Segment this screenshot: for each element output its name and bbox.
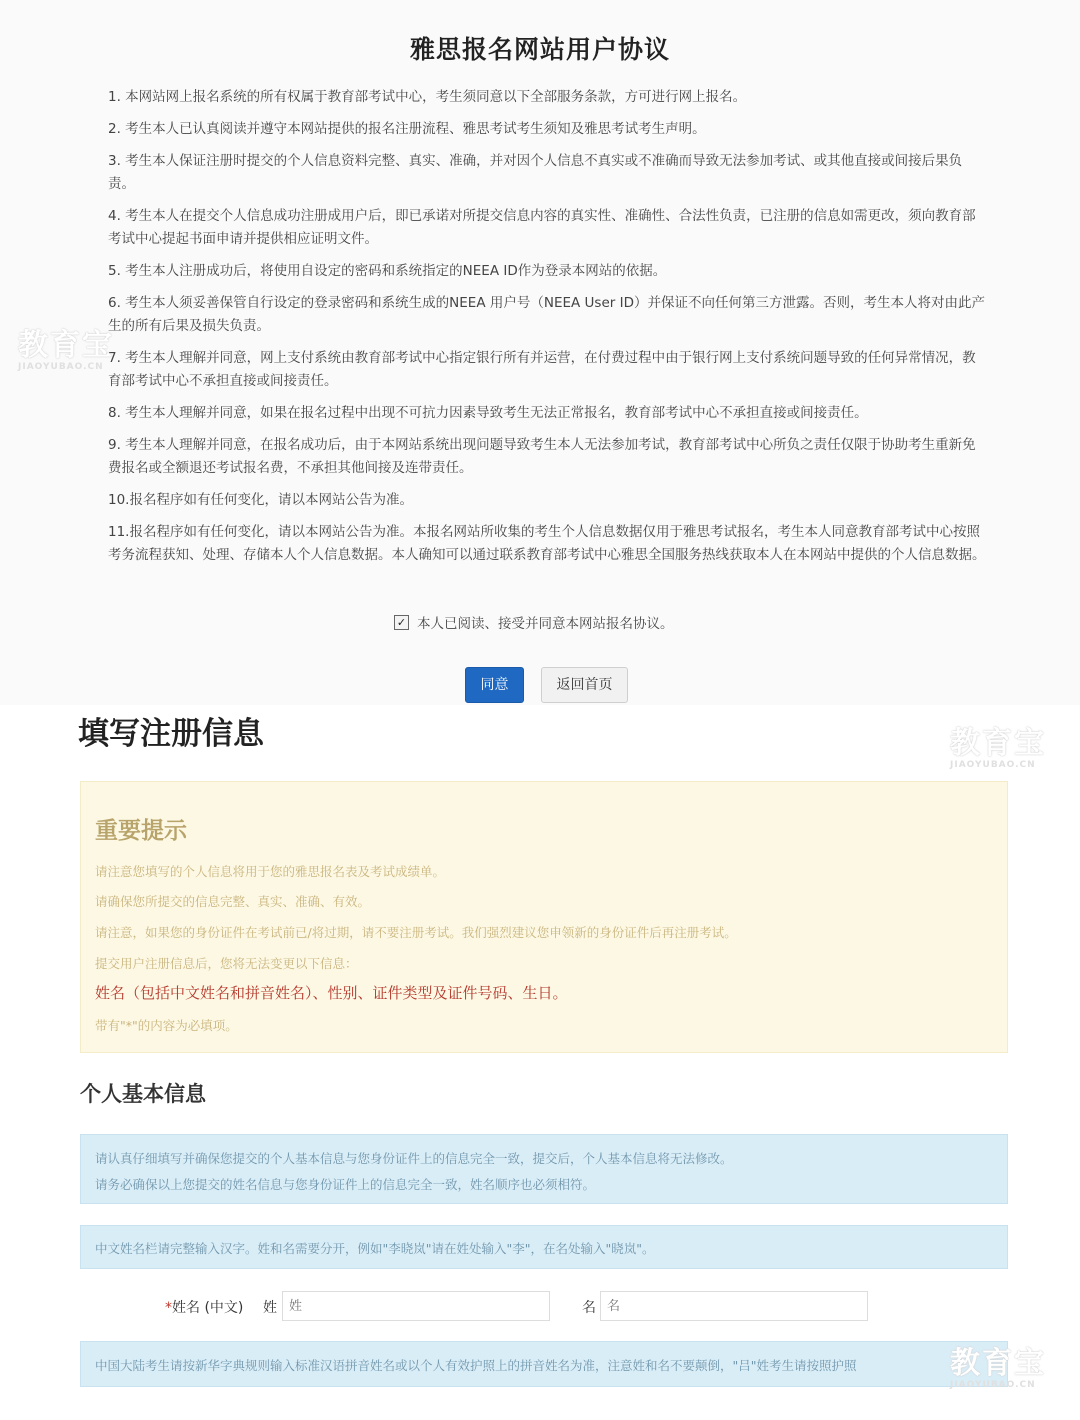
agreement-term: 10.报名程序如有任何变化，请以本网站公告为准。 [108, 492, 413, 508]
notice-line: 请确保您所提交的信息完整、真实、准确、有效。 [95, 894, 371, 909]
notice-line: 请注意您填写的个人信息将用于您的雅思报名表及考试成绩单。 [95, 864, 446, 879]
name-cn-label [165, 1297, 243, 1317]
chinese-name-tip-text: 中文姓名栏请完整输入汉字。姓和名需要分开，例如"李晓岚"请在姓处输入"李"，在名处输入"晓岚"。 [95, 1241, 655, 1256]
agreement-terms-list [108, 86, 988, 576]
agree-button[interactable]: 同意 [465, 667, 524, 703]
important-notice-box [80, 781, 1008, 1053]
agree-checkbox-label: 本人已阅读、接受并同意本网站报名协议。 [417, 616, 674, 632]
agreement-term: 7. 考生本人理解并同意，网上支付系统由教育部考试中心指定银行所有并运营，在付费过程中由于银行网上支付系统问题导致的任何异常情况，教育部考试中心不承担直接或间接责任。 [108, 350, 976, 389]
notice-title: 重要提示 [95, 818, 187, 844]
notice-line: 提交用户注册信息后，您将无法变更以下信息： [95, 956, 358, 971]
watermark-brand: 教育宝 [950, 1346, 1046, 1381]
agreement-section [0, 0, 1080, 705]
info-line: 请务必确保以上您提交的姓名信息与您身份证件上的信息完全一致，姓名顺序也必须相符。 [95, 1177, 596, 1192]
watermark-domain: JIAOYUBAO.CN [18, 362, 104, 372]
pinyin-tip [80, 1341, 1008, 1387]
name-cn-label-text: 姓名 (中文) [172, 1300, 244, 1316]
required-mark: * [165, 1300, 172, 1316]
agreement-term: 9. 考生本人理解并同意，在报名成功后，由于本网站系统出现问题导致考生本人无法参加考试，教育部考试中心所负之责任仅限于协助考生重新免费报名或全额退还考试报名费，不承担其他间接及连带责任。 [108, 437, 976, 476]
agreement-term: 2. 考生本人已认真阅读并遵守本网站提供的报名注册流程、雅思考试考生须知及雅思考试考生声明。 [108, 121, 706, 137]
watermark-domain: JIAOYUBAO.CN [950, 760, 1036, 770]
chinese-name-tip [80, 1225, 1008, 1269]
registration-title: 填写注册信息 [78, 716, 264, 752]
agreement-term: 8. 考生本人理解并同意，如果在报名过程中出现不可抗力因素导致考生无法正常报名，教育部考试中心不承担直接或间接责任。 [108, 405, 868, 421]
agreement-term: 4. 考生本人在提交个人信息成功注册成用户后，即已承诺对所提交信息内容的真实性、准确性、合法性负责，已注册的信息如需更改，须向教育部考试中心提起书面申请并提供相应证明文件。 [108, 208, 976, 247]
notice-locked-fields: 姓名（包括中文姓名和拼音姓名）、性别、证件类型及证件号码、生日。 [95, 984, 568, 1002]
watermark-logo [950, 728, 1046, 770]
watermark-brand: 教育宝 [18, 328, 114, 363]
agreement-title: 雅思报名网站用户协议 [409, 35, 670, 64]
agreement-term: 11.报名程序如有任何变化，请以本网站公告为准。本报名网站所收集的考生个人信息数据仅用于雅思考试报名，考生本人同意教育部考试中心按照考务流程获知、处理、存储本人个人信息数据。本人确知可以通过联系教育部考试中心雅思全国服务热线获取本人在本网站中提供的个人信息数据。 [108, 524, 986, 563]
agree-checkbox-row[interactable] [394, 612, 674, 632]
agreement-term: 6. 考生本人须妥善保管自行设定的登录密码和系统生成的NEEA 用户号（NEEA User ID）并保证不向任何第三方泄露。否则，考生本人将对由此产生的所有后果及损失负责。 [108, 295, 985, 334]
watermark-domain: JIAOYUBAO.CN [950, 1380, 1036, 1390]
agree-checkbox[interactable]: ✓ [394, 615, 409, 630]
agreement-term: 3. 考生本人保证注册时提交的个人信息资料完整、真实、准确，并对因个人信息不真实或不准确而导致无法参加考试、或其他直接或间接后果负责。 [108, 153, 963, 192]
surname-input[interactable] [282, 1291, 550, 1321]
agreement-term: 1. 本网站网上报名系统的所有权属于教育部考试中心，考生须同意以下全部服务条款，方可进行网上报名。 [108, 89, 747, 105]
section-title-personal-info: 个人基本信息 [80, 1082, 206, 1106]
notice-required-note: 带有"*"的内容为必填项。 [95, 1018, 238, 1033]
surname-label: 姓 [263, 1300, 277, 1316]
given-name-input[interactable] [600, 1291, 868, 1321]
notice-line: 请注意，如果您的身份证件在考试前已/将过期，请不要注册考试。我们强烈建议您申领新的身份证件后再注册考试。 [95, 925, 737, 940]
watermark-logo [950, 1348, 1046, 1390]
pinyin-tip-text: 中国大陆考生请按新华字典规则输入标准汉语拼音姓名或以个人有效护照上的拼音姓名为准，注意姓和名不要颠倒，"吕"姓考生请按照护照 [95, 1358, 857, 1373]
watermark-logo [18, 330, 114, 372]
watermark-brand: 教育宝 [950, 726, 1046, 761]
personal-info-tip [80, 1134, 1008, 1204]
agreement-term: 5. 考生本人注册成功后，将使用自设定的密码和系统指定的NEEA ID作为登录本网站的依据。 [108, 263, 667, 279]
given-name-label: 名 [582, 1300, 596, 1316]
info-line: 请认真仔细填写并确保您提交的个人基本信息与您身份证件上的信息完全一致，提交后，个人基本信息将无法修改。 [95, 1151, 733, 1166]
back-home-button[interactable]: 返回首页 [541, 667, 628, 703]
